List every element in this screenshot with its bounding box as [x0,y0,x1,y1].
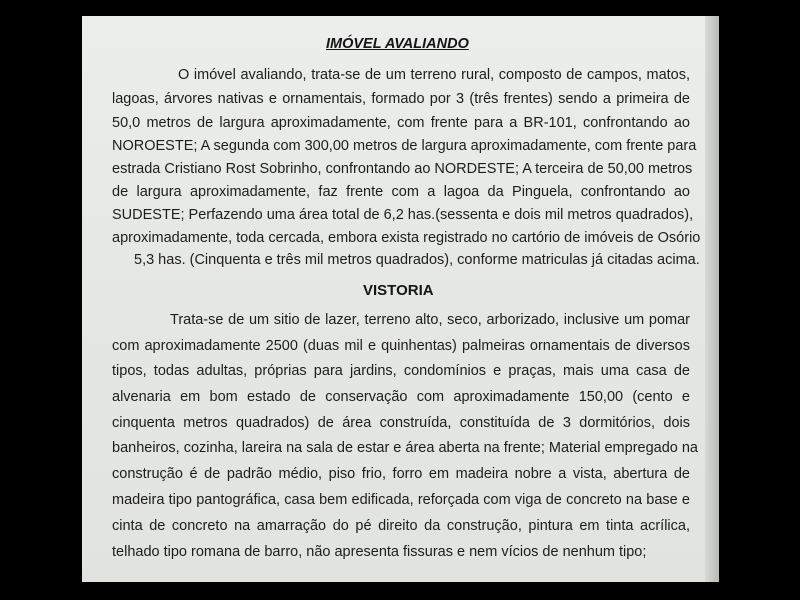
paragraph-line: SUDESTE; Perfazendo uma área total de 6,2 has.(sessenta e dois mil metros quadrados), [112,207,694,223]
paragraph-line: de largura aproximadamente, faz frente com a lagoa da Pinguela, confrontando ao [112,184,690,200]
paragraph-line: construção é de padrão médio, piso frio, forro em madeira nobre a vista, abertura de [112,466,690,482]
paragraph-line: cinta de concreto na amarração do pé direito da construção, pintura em tinta acrílica, [112,518,690,534]
paragraph-line: estrada Cristiano Rost Sobrinho, confrontando ao NORDESTE; A terceira de 50,00 metros [112,161,693,177]
paragraph-line: Trata-se de um sitio de lazer, terreno alto, seco, arborizado, inclusive um pomar [170,312,690,328]
paragraph-line: cinquenta metros quadrados) de área construída, constituída de 3 dormitórios, dois [112,415,690,431]
paragraph-line: tipos, todas adultas, próprias para jardins, condomínios e praças, mais uma casa de [112,363,690,379]
paragraph-line: telhado tipo romana de barro, não apresenta fissuras e nem vícios de nenhum tipo; [112,544,647,560]
paragraph-line: com aproximadamente 2500 (duas mil e quinhentas) palmeiras ornamentais de diversos [112,338,690,354]
paragraph-line: NOROESTE; A segunda com 300,00 metros de largura aproximadamente, com frente para [112,138,697,154]
paragraph-line: alvenaria em bom estado de conservação com aproximadamente 150,00 (cento e [112,389,690,405]
paragraph-line: madeira tipo pantográfica, casa bem edificada, reforçada com viga de concreto na base e [112,492,690,508]
paragraph-line: banheiros, cozinha, lareira na sala de estar e área aberta na frente; Material empregado na [112,440,698,456]
paragraph-line: O imóvel avaliando, trata-se de um terreno rural, composto de campos, matos, [178,67,690,83]
paragraph-line: 5,3 has. (Cinquenta e três mil metros quadrados), conforme matriculas já citadas acima. [134,252,700,268]
paper-edge-shadow [705,16,719,582]
paragraph-line: aproximadamente, toda cercada, embora exista registrado no cartório de imóveis de Osório [112,230,701,246]
section-title-vistoria: VISTORIA [363,282,434,299]
paragraph-line: 50,0 metros de largura aproximadamente, com frente para a BR-101, confrontando ao [112,115,690,131]
document-page [82,16,719,582]
paragraph-line: lagoas, árvores nativas e ornamentais, formado por 3 (três frentes) sendo a primeira de [112,91,690,107]
section-title-imovel-avaliando: IMÓVEL AVALIANDO [326,36,469,52]
